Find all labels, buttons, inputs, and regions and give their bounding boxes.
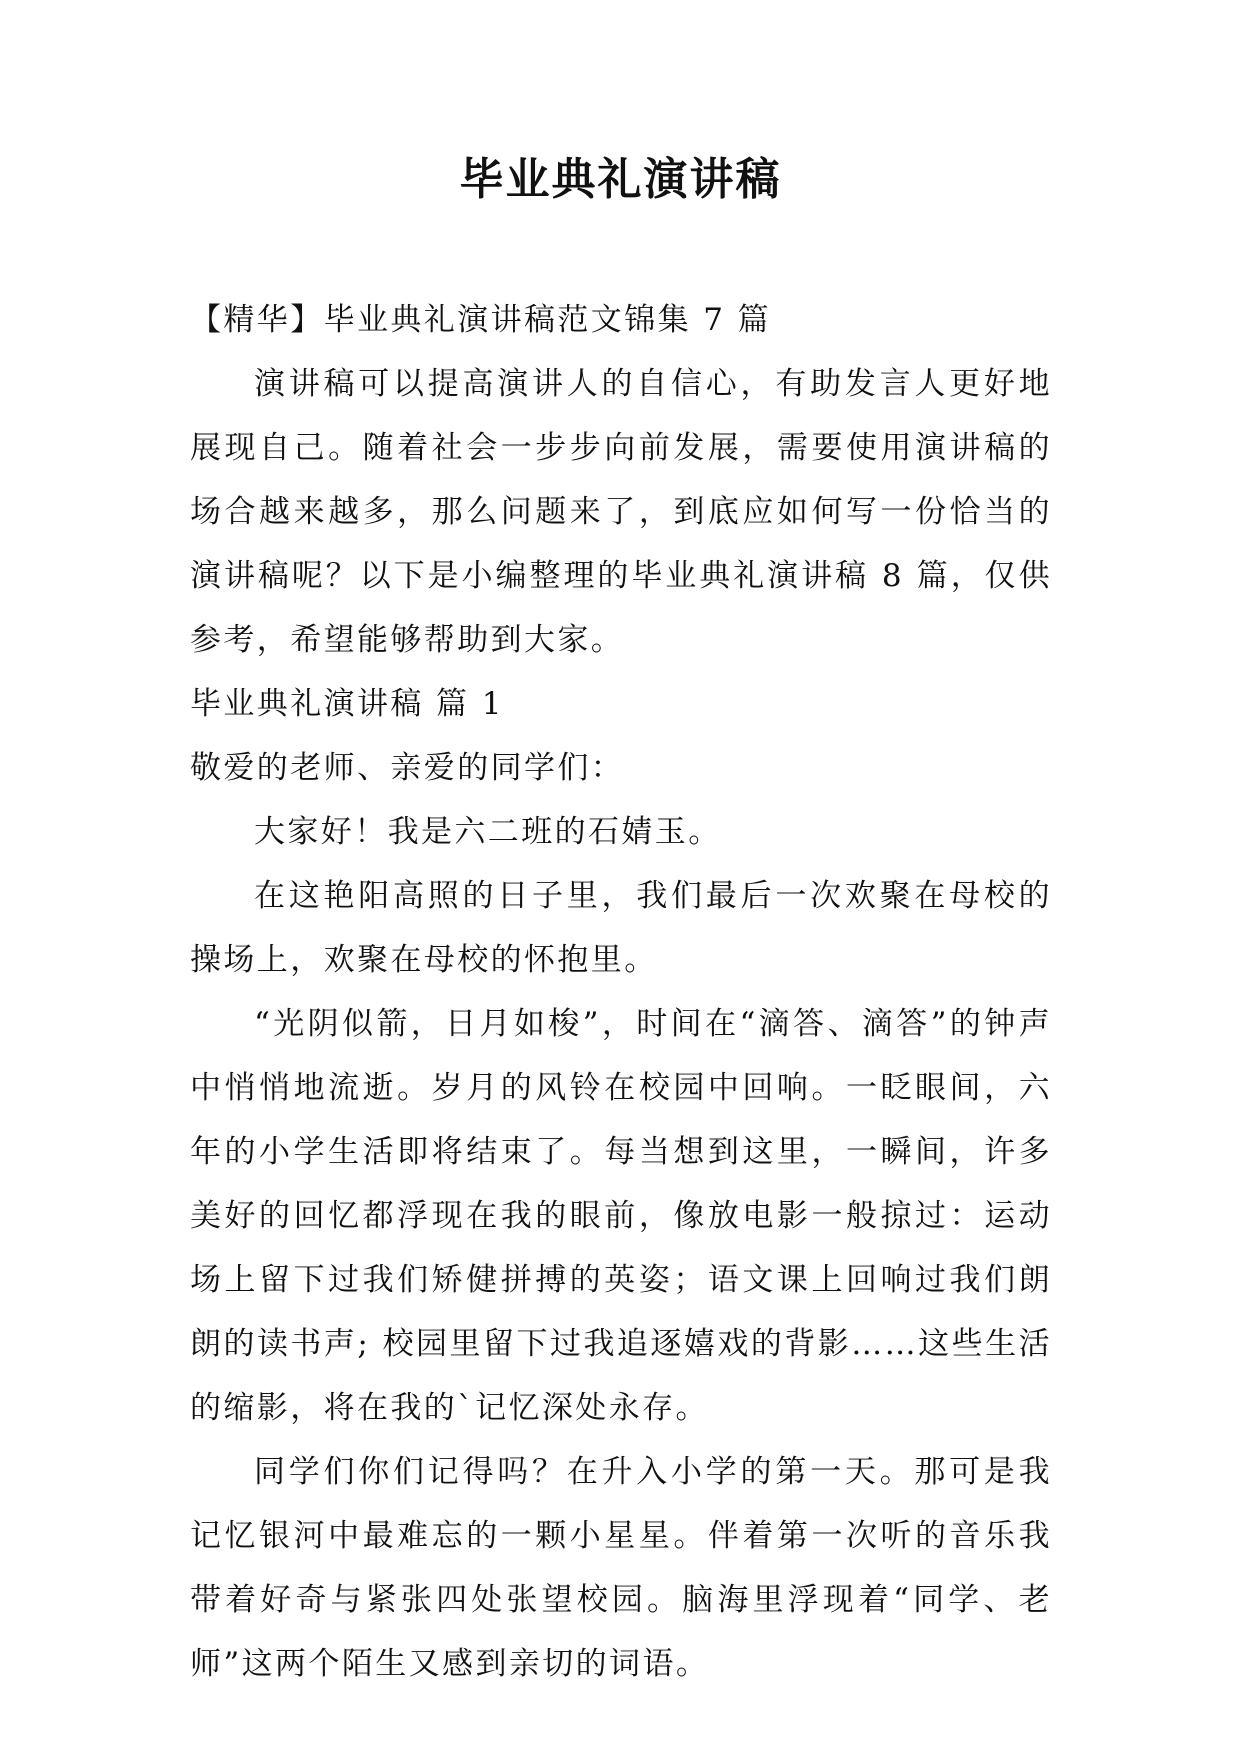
document-title: 毕业典礼演讲稿 (459, 154, 782, 205)
body-paragraph: 在这艳阳高照的日子里，我们最后一次欢聚在母校的操场上，欢聚在母校的怀抱里。 (190, 878, 1052, 978)
body-paragraph: “光阴似箭，日月如梭”，时间在“滴答、滴答”的钟声中悄悄地流逝。岁月的风铃在校园中回响。一眨眼间，六年的小学生活即将结束了。每当想到这里，一瞬间，许多美好的回忆都浮现在我的眼前，像放电影一般掠过：运动场上留下过我们矫健拼搏的英姿；语文课上回响过我们朗朗的读书声; 校园里留下过我追逐嬉戏的背影……这些生活的缩影，将在我的`记忆深处永存。 (190, 1006, 1052, 1426)
document-body (190, 288, 1052, 1696)
body-paragraph: 大家好！我是六二班的石婧玉。 (254, 814, 722, 850)
section-heading: 毕业典礼演讲稿 篇 1 (190, 686, 504, 722)
document-subtitle: 【精华】毕业典礼演讲稿范文锦集 7 篇 (190, 302, 772, 338)
salutation: 敬爱的老师、亲爱的同学们： (190, 750, 625, 786)
body-paragraph: 同学们你们记得吗？在升入小学的第一天。那可是我记忆银河中最难忘的一颗小星星。伴着第一次听的音乐我带着好奇与紧张四处张望校园。脑海里浮现着“同学、老师”这两个陌生又感到亲切的词语。 (190, 1454, 1052, 1682)
intro-paragraph: 演讲稿可以提高演讲人的自信心，有助发言人更好地展现自己。随着社会一步步向前发展，需要使用演讲稿的场合越来越多，那么问题来了，到底应如何写一份恰当的演讲稿呢？以下是小编整理的毕业典礼演讲稿 8 篇，仅供参考，希望能够帮助到大家。 (190, 366, 1052, 658)
